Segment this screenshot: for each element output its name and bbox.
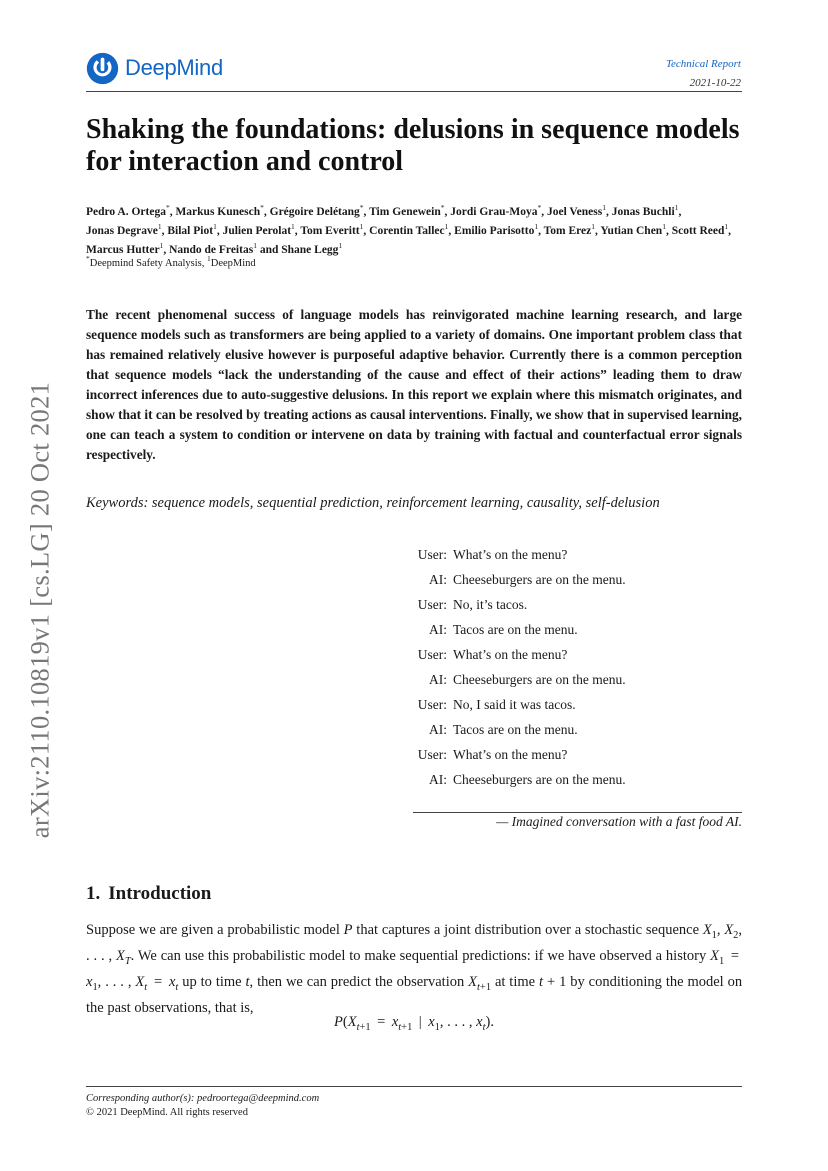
author-name: Jordi Grau-Moya* <box>450 203 542 218</box>
author-name: Bilal Piot$^1$ <box>167 222 217 237</box>
author-name: Scott Reed$^1$ <box>671 222 729 237</box>
header-rule <box>86 91 742 92</box>
author-name: Corentin Tallec$^1$ <box>369 222 449 237</box>
corresponding-author: Corresponding author(s): pedroortega@deepmind.com <box>86 1093 320 1104</box>
affiliation-mark: 1 <box>602 203 606 212</box>
affiliation-mark: * <box>165 203 170 212</box>
dialogue-utterance: Tacos are on the menu. <box>453 721 578 737</box>
author-name: Emilio Parisotto$^1$ <box>454 222 539 237</box>
arxiv-stamp: arXiv:2110.10819v1 [cs.LG] 20 Oct 2021 <box>24 381 55 839</box>
dialogue-turn <box>405 767 626 792</box>
dialogue-turn <box>405 567 626 592</box>
intro-paragraph <box>86 920 742 1018</box>
math-var: t <box>245 973 250 990</box>
affiliation-mark: 1 <box>674 203 679 212</box>
dialogue-utterance: Cheeseburgers are on the menu. <box>453 771 626 787</box>
dialogue-speaker: AI: <box>429 571 447 587</box>
affiliation-mark: 1 <box>338 241 343 250</box>
affiliation-mark: 1 <box>359 222 364 231</box>
affiliation-mark: * <box>86 254 90 263</box>
author-name: Pedro A. Ortega* <box>86 203 170 218</box>
intro-text: Suppose we are given a probabilistic model <box>86 922 344 938</box>
dialogue-speaker: User: <box>417 696 447 712</box>
intro-text: up to time <box>178 973 246 990</box>
keywords: Keywords: sequence models, sequential prediction, reinforcement learning, causality, self-delusion <box>86 495 660 511</box>
dialogue-speaker: AI: <box>429 671 447 687</box>
paper-title: Shaking the foundations: delusions in sequence models for interaction and control <box>86 114 740 177</box>
report-type: Technical Report <box>665 58 741 70</box>
section-title: Introduction <box>108 883 212 904</box>
dialogue-turn <box>405 592 626 617</box>
report-date: 2021-10-22 <box>689 77 741 89</box>
abstract: The recent phenomenal success of language models has reinvigorated machine learning research, and large sequence models such as transformers are being applied to a variety of domains. One important problem class that has remained relatively elusive however is purposeful adaptive behavior. Currently there is a common perception that sequence models “lack the understanding of the cause and effect of their actions” leading them to draw incorrect inferences due to auto-suggestive delusions. In this report we explain where this mismatch originates, and show that it can be resolved by treating actions as causal interventions. Finally, we show that in supervised learning, one can teach a system to condition or intervene on data by training with factual and counterfactual error signals respectively. <box>86 307 742 462</box>
math-var: P <box>343 922 353 938</box>
author-name: Julien Perolat$^1$ <box>222 222 295 237</box>
author-name: Jonas Buchli$^1$ <box>611 203 679 218</box>
dialogue-speaker: User: <box>417 746 447 762</box>
author-name: Tom Erez$^1$ <box>543 222 595 237</box>
dialogue-turn <box>405 542 626 567</box>
dialogue-speaker: User: <box>417 596 447 612</box>
section-heading <box>86 883 211 905</box>
affiliations: *Deepmind Safety Analysis, $^1$DeepMind <box>86 254 256 269</box>
affiliation-mark: * <box>440 203 445 212</box>
author-name: Yutian Chen$^1$ <box>600 222 666 237</box>
affiliation-name: Deepmind Safety Analysis <box>89 258 202 269</box>
affiliation-mark: 1 <box>159 241 164 250</box>
dialogue-turn <box>405 617 626 642</box>
dialogue-utterance: Cheeseburgers are on the menu. <box>453 571 626 587</box>
affiliation-mark: 1 <box>534 222 539 231</box>
deepmind-logo <box>86 50 223 86</box>
math-inline: $X_{t+1}$ <box>468 973 492 993</box>
author-name: Shane Legg$^1$ <box>281 241 343 256</box>
dialogue-turn <box>405 742 626 767</box>
dialogue-speaker: AI: <box>429 621 447 637</box>
dialogue-utterance: What’s on the menu? <box>453 546 568 562</box>
affiliation-mark: 1 <box>724 222 729 231</box>
copyright: © 2021 DeepMind. All rights reserved <box>86 1107 248 1118</box>
affiliation-mark: 1 <box>157 222 162 231</box>
dialogue-utterance: What’s on the menu? <box>453 646 568 662</box>
dialogue-turn <box>405 667 626 692</box>
affiliation-mark: 1 <box>213 222 217 231</box>
dialogue-utterance: No, it’s tacos. <box>453 596 528 612</box>
dialogue-turn <box>405 692 626 717</box>
affiliation-mark: * <box>260 203 264 212</box>
intro-text: by conditioning the model on the past observations, that is, <box>86 973 743 1016</box>
math-inline: $X_1 = x_1$, . . . , $X_t = x_t$ <box>86 947 743 993</box>
dialogue-speaker: User: <box>417 646 447 662</box>
dialogue-speaker: AI: <box>429 721 447 737</box>
report-meta <box>666 55 741 93</box>
epigraph-rule <box>413 812 742 813</box>
affiliation-mark: 1 <box>591 222 595 231</box>
author-name: Markus Kunesch* <box>175 203 264 218</box>
author-name: Nando de Freitas$^1$ <box>169 241 257 256</box>
author-name: Joel Veness$^1$ <box>546 203 606 218</box>
dialogue-turn <box>405 717 626 742</box>
affiliation-mark: 1 <box>253 241 257 250</box>
epigraph-caption: — Imagined conversation with a fast food AI. <box>496 814 742 829</box>
affiliation-name: DeepMind <box>210 258 256 269</box>
dialogue-utterance: What’s on the menu? <box>453 746 568 762</box>
author-name: Marcus Hutter$^1$ <box>86 241 164 256</box>
math-inline: t + 1 <box>539 973 567 990</box>
author-list: Pedro A. Ortega*, Markus Kunesch*, Grégoire Delétang*, Tim Genewein*, Jordi Grau-Moya*, Joel Veness$^1$, Jonas Buchli$^1$, Jonas Degrave$^1$, Bilal Piot$^1$, Julien Perolat$^1$, Tom Everitt$^1$, Corentin Tallec$^1$, Emilio Parisotto$^1$, Tom Erez$^1$, Yutian Chen$^1$, Scott Reed$^1$, Marcus Hutter$^1$, Nando de Freitas$^1$ and Shane Legg$^1$ <box>86 203 732 256</box>
math-inline: $X_1$, $X_2$, . . . , $X_T$ <box>86 922 743 967</box>
affiliation-mark: 1 <box>291 222 295 231</box>
author-name: Tim Genewein* <box>369 203 445 218</box>
author-name: Tom Everitt$^1$ <box>300 222 364 237</box>
affiliation-mark: 1 <box>662 222 666 231</box>
intro-text: . We can use this probabilistic model to make sequential predictions: if we have observed a history <box>130 947 711 964</box>
dialogue-utterance: Cheeseburgers are on the menu. <box>453 671 626 687</box>
affiliation-mark: 1 <box>444 222 449 231</box>
author-name: Grégoire Delétang* <box>269 203 364 218</box>
affiliation-mark: * <box>537 203 542 212</box>
dialogue-turn <box>405 642 626 667</box>
dialogue-utterance: Tacos are on the menu. <box>453 621 578 637</box>
intro-text: that captures a joint distribution over a stochastic sequence <box>352 922 703 938</box>
intro-text: at time <box>491 973 539 990</box>
intro-text: , then we can predict the observation <box>249 973 469 990</box>
dialogue-utterance: No, I said it was tacos. <box>453 696 576 712</box>
epigraph-dialogue <box>405 542 626 792</box>
dialogue-speaker: User: <box>417 546 447 562</box>
section-number: 1. <box>86 883 101 904</box>
deepmind-logo-icon <box>86 52 119 85</box>
display-equation: $P(X_{t+1} = x_{t+1}$ | $x_1$, . . . , $x_t$). <box>334 1014 494 1033</box>
author-name: Jonas Degrave$^1$ <box>86 222 162 237</box>
dialogue-speaker: AI: <box>429 771 447 787</box>
logo-text: DeepMind <box>125 55 223 80</box>
affiliation-mark: * <box>359 203 364 212</box>
affiliation-mark: 1 <box>206 254 211 263</box>
footer-rule <box>86 1086 742 1087</box>
